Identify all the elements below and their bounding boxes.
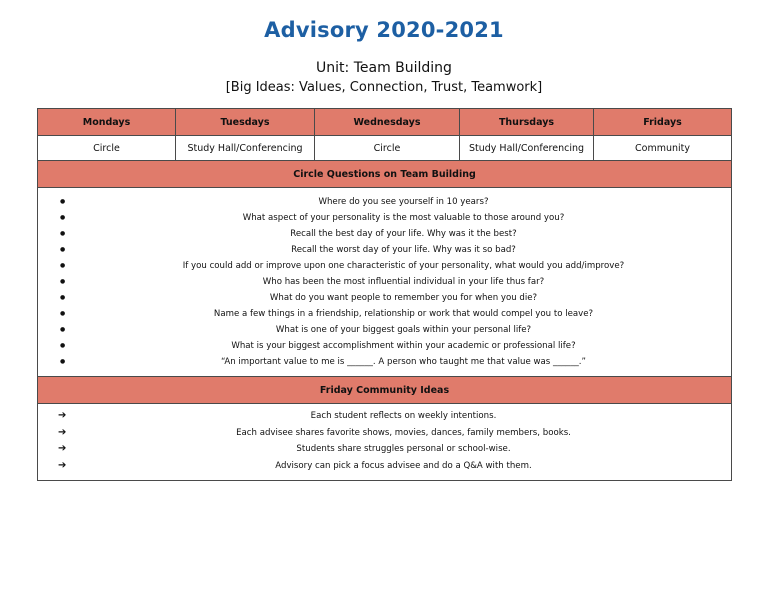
list-item: ● What is your biggest accomplishment within your academic or professional life? [76,338,731,354]
arrow-right-icon: ➔ [58,443,67,454]
circle-questions-row [38,188,732,377]
friday-idea-text: Advisory can pick a focus advisee and do a Q&A with them. [275,460,532,471]
list-item: ● Recall the worst day of your life. Why was it so bad? [76,242,731,258]
arrow-right-icon: ➔ [58,410,67,421]
list-item [58,458,731,475]
circle-questions-header-row [38,161,732,188]
activity-cell: Study Hall/Conferencing [460,136,594,161]
day-header-cell: Tuesdays [176,109,315,136]
list-item: ● What aspect of your personality is the most valuable to those around you? [76,210,731,226]
list-item: ● What do you want people to remember you for when you die? [76,290,731,306]
list-item: ● Where do you see yourself in 10 years? [76,194,731,210]
day-header-cell: Thursdays [460,109,594,136]
list-item: ● Name a few things in a friendship, relationship or work that would compel you to leave? [76,306,731,322]
friday-ideas-row [38,404,732,481]
friday-idea-text: Each student reflects on weekly intentions. [310,411,497,421]
list-item: ● Recall the best day of your life. Why was it the best? [76,226,731,242]
list-item [58,408,731,425]
friday-idea-text: Students share struggles personal or school-wise. [296,444,511,454]
list-item [58,425,731,442]
big-ideas-line: [Big Ideas: Values, Connection, Trust, Teamwork] [225,80,543,95]
friday-ideas-heading: Friday Community Ideas [38,377,732,404]
arrow-right-icon: ➔ [58,459,67,471]
activity-cell: Community [594,136,732,161]
activity-cell: Circle [38,136,176,161]
list-item: ● “An important value to me is ______. A person who taught me that value was ______.” [76,354,731,370]
arrow-right-icon: ➔ [58,426,67,438]
circle-questions-list [38,194,731,370]
friday-ideas-header-row [38,377,732,404]
friday-ideas-list [38,408,731,474]
circle-questions-heading: Circle Questions on Team Building [38,161,732,188]
unit-heading: Unit: Team Building [316,60,452,76]
document-title: Advisory 2020-2021 [264,18,504,42]
day-header-row [38,109,732,136]
list-item: ● If you could add or improve upon one characteristic of your personality, what would you add/improve? [76,258,731,274]
list-item: ● What is one of your biggest goals within your personal life? [76,322,731,338]
activity-cell: Circle [315,136,460,161]
day-header-cell: Wednesdays [315,109,460,136]
list-item: ● Who has been the most influential individual in your life thus far? [76,274,731,290]
activity-cell: Study Hall/Conferencing [176,136,315,161]
list-item [58,441,731,458]
activity-row [38,136,732,161]
advisory-schedule-table [37,108,732,481]
day-header-cell: Mondays [38,109,176,136]
day-header-cell: Fridays [594,109,732,136]
friday-idea-text: Each advisee shares favorite shows, movies, dances, family members, books. [236,427,571,438]
